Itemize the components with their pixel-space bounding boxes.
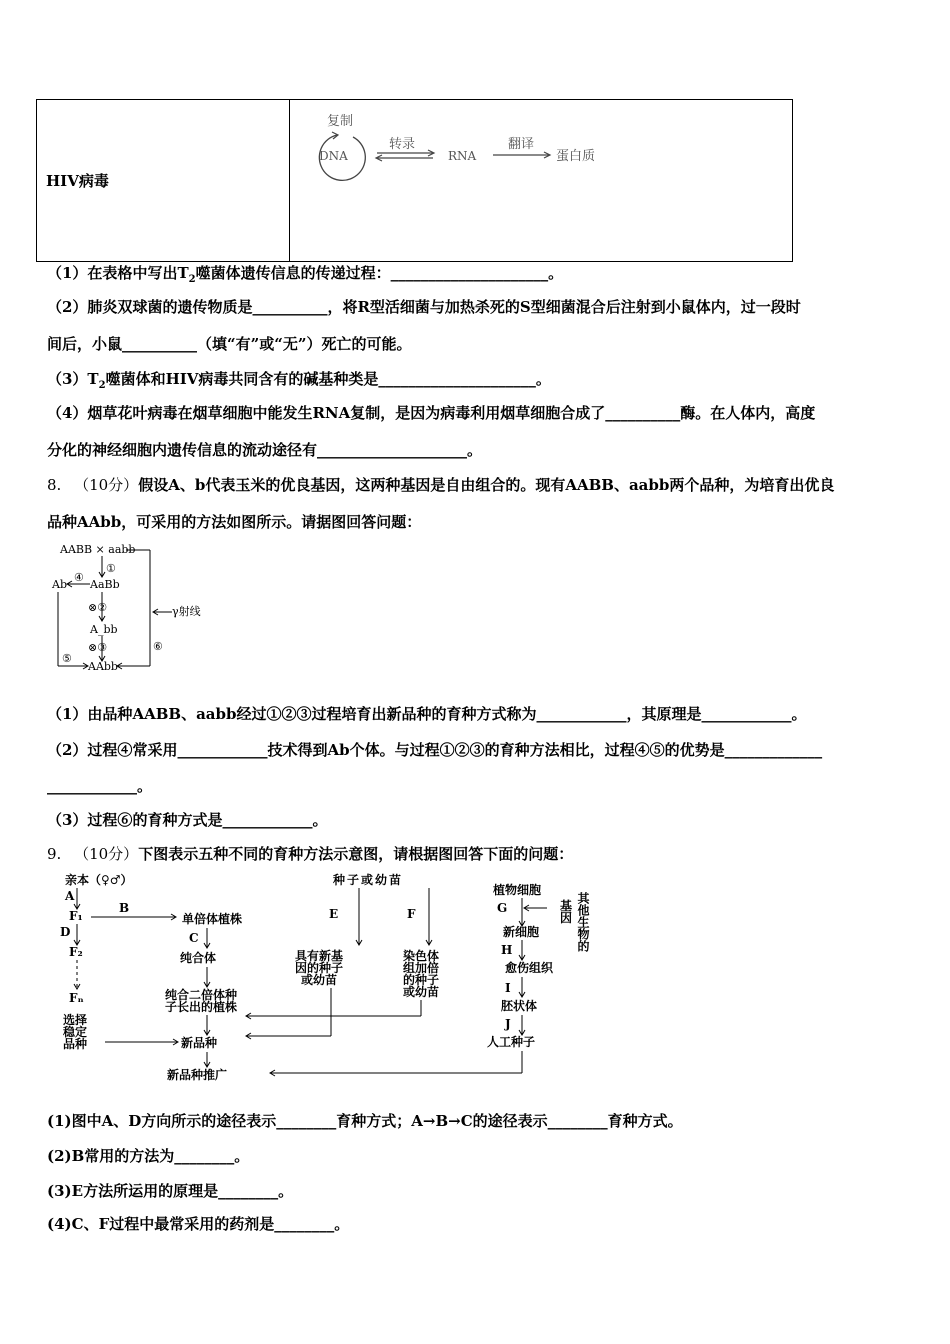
step4-label: ④ bbox=[74, 571, 84, 584]
step3-label: ⊗③ bbox=[88, 641, 108, 654]
q7-part1-text-a: （1）在表格中写出T bbox=[47, 264, 189, 282]
q8-part2-line2: ____________。 bbox=[47, 777, 153, 795]
q8-stem-line1 bbox=[47, 474, 834, 495]
transcribe-label: 转录 bbox=[389, 137, 416, 152]
label-J: J bbox=[505, 1017, 511, 1031]
q7-part1-text-b: 噬菌体遗传信息的传递过程：_____________________。 bbox=[195, 264, 564, 282]
q7-part1-sub: 2 bbox=[188, 274, 196, 285]
select-2: 稳定 bbox=[63, 1025, 88, 1039]
label-B: B bbox=[119, 901, 130, 915]
q7-part3-sub: 2 bbox=[98, 380, 106, 391]
label-E: E bbox=[329, 907, 339, 921]
q9-stem bbox=[47, 843, 573, 864]
q8-score: （10分） bbox=[74, 476, 139, 494]
label-D: D bbox=[60, 925, 71, 939]
q7-part3 bbox=[47, 368, 551, 391]
rna-label: RNA bbox=[448, 149, 477, 163]
parents-label: AABB × aabb bbox=[60, 543, 136, 556]
newgene-1: 具有新基 bbox=[295, 949, 344, 963]
new-variety-label: 新品种 bbox=[181, 1036, 218, 1050]
f1-label: F₁ bbox=[69, 909, 83, 923]
q7-part4-line1: （4）烟草花叶病毒在烟草细胞中能发生RNA复制，是因为病毒利用烟草细胞合成了__________酶。在人体内，高度 bbox=[47, 404, 816, 422]
label-I: I bbox=[505, 981, 511, 995]
dna-label: DNA bbox=[319, 149, 348, 163]
q7-part2-line2: 间后，小鼠__________（填“有”或“无”）死亡的可能。 bbox=[47, 335, 412, 353]
gene-1: 基 bbox=[560, 899, 573, 913]
info-table bbox=[36, 99, 793, 262]
q8-stem-a: 假设A、b代表玉米的优良基因，这两种基因是自由组合的。现有AABB、aabb两个品种，为培育出优良 bbox=[138, 476, 835, 494]
q7-part4-line2: 分化的神经细胞内遗传信息的流动途径有____________________。 bbox=[47, 441, 483, 459]
q8-breeding-diagram bbox=[50, 540, 230, 672]
new-cell-label: 新细胞 bbox=[503, 925, 540, 939]
gene-2: 因 bbox=[560, 911, 573, 925]
q9-part3: (3)E方法所运用的原理是________。 bbox=[47, 1182, 294, 1200]
q7-part2-line1: （2）肺炎双球菌的遗传物质是__________，将R型活细菌与加热杀死的S型细菌混合后注射到小鼠体内，过一段时 bbox=[47, 298, 801, 316]
a-bb-label: A_bb bbox=[90, 623, 118, 636]
q9-part2: (2)B常用的方法为________。 bbox=[47, 1147, 250, 1165]
q9-score: （10分） bbox=[74, 845, 139, 863]
newgene-3: 或幼苗 bbox=[301, 973, 338, 987]
label-C: C bbox=[189, 931, 199, 945]
label-G: G bbox=[497, 901, 508, 915]
hiv-diagram-cell bbox=[290, 100, 793, 262]
haploid-label: 单倍体植株 bbox=[182, 912, 243, 926]
q9-part4: (4)C、F过程中最常采用的药剂是________。 bbox=[47, 1215, 350, 1233]
q7-part3-text-a: （3）T bbox=[47, 370, 99, 388]
aabb1-label: AaBb bbox=[90, 578, 120, 591]
embryoid-label: 胚状体 bbox=[501, 999, 538, 1013]
q8-part2-line1: （2）过程④常采用____________技术得到Ab个体。与过程①②③的育种方法相比，过程④⑤的优势是_____________ bbox=[47, 741, 823, 759]
step1-label: ① bbox=[106, 562, 116, 575]
promote-label: 新品种推广 bbox=[167, 1068, 228, 1082]
q9-stem-text: 下图表示五种不同的育种方法示意图，请根据图回答下面的问题： bbox=[138, 845, 574, 863]
q8-number: 8. bbox=[47, 476, 62, 494]
pure-label: 纯合体 bbox=[180, 951, 217, 965]
q9-breeding-diagram bbox=[55, 870, 615, 1085]
table-row-label: HIV病毒 bbox=[37, 100, 290, 262]
fn-label: Fₙ bbox=[69, 991, 84, 1005]
replicate-label: 复制 bbox=[327, 114, 354, 129]
label-F: F bbox=[407, 907, 416, 921]
ab-label: Ab bbox=[52, 578, 67, 591]
callus-label: 愈伤组织 bbox=[505, 961, 554, 975]
step5-label: ⑤ bbox=[62, 652, 72, 665]
translate-label: 翻译 bbox=[508, 137, 535, 152]
chrom-3: 的种子 bbox=[403, 973, 440, 987]
label-A: A bbox=[65, 889, 75, 903]
select-1: 选择 bbox=[63, 1013, 88, 1027]
newgene-2: 因的种子 bbox=[295, 961, 344, 975]
plant-cell-label: 植物细胞 bbox=[493, 883, 542, 897]
chrom-1: 染色体 bbox=[403, 949, 440, 963]
pure-diploid-2: 子长出的植株 bbox=[165, 1000, 238, 1014]
label-H: H bbox=[501, 943, 513, 957]
parent-label: 亲本（♀♂） bbox=[65, 873, 133, 887]
gamma-label: γ射线 bbox=[172, 605, 201, 618]
artificial-seed-label: 人工种子 bbox=[487, 1035, 536, 1049]
q7-part3-text-b: 噬菌体和HIV病毒共同含有的碱基种类是_____________________。 bbox=[105, 370, 551, 388]
other-organism: 其他生物的 bbox=[576, 892, 590, 952]
q8-part3: （3）过程⑥的育种方式是____________。 bbox=[47, 811, 328, 829]
step2-label: ⊗② bbox=[88, 601, 108, 614]
aabb2-label: AAbb bbox=[88, 660, 118, 672]
pure-diploid-1: 纯合二倍体种 bbox=[165, 988, 238, 1002]
q8-part1: （1）由品种AABB、aabb经过①②③过程培育出新品种的育种方式称为____________，其原理是____________。 bbox=[47, 705, 807, 723]
protein-label: 蛋白质 bbox=[556, 149, 596, 164]
select-3: 品种 bbox=[63, 1037, 88, 1051]
chrom-4: 或幼苗 bbox=[403, 985, 440, 999]
q9-part1: (1)图中A、D方向所示的途径表示________育种方式；A→B→C的途径表示________育种方式。 bbox=[47, 1112, 683, 1130]
step6-label: ⑥ bbox=[153, 640, 163, 653]
chrom-2: 组加倍 bbox=[403, 961, 440, 975]
q8-stem-line2: 品种AAbb，可采用的方法如图所示。请据图回答问题： bbox=[47, 513, 422, 531]
seed-label: 种子或幼苗 bbox=[333, 873, 404, 887]
hiv-flow-diagram bbox=[291, 101, 791, 256]
f2-label: F₂ bbox=[69, 945, 83, 959]
q7-part1 bbox=[47, 262, 563, 285]
q9-number: 9. bbox=[47, 845, 62, 863]
